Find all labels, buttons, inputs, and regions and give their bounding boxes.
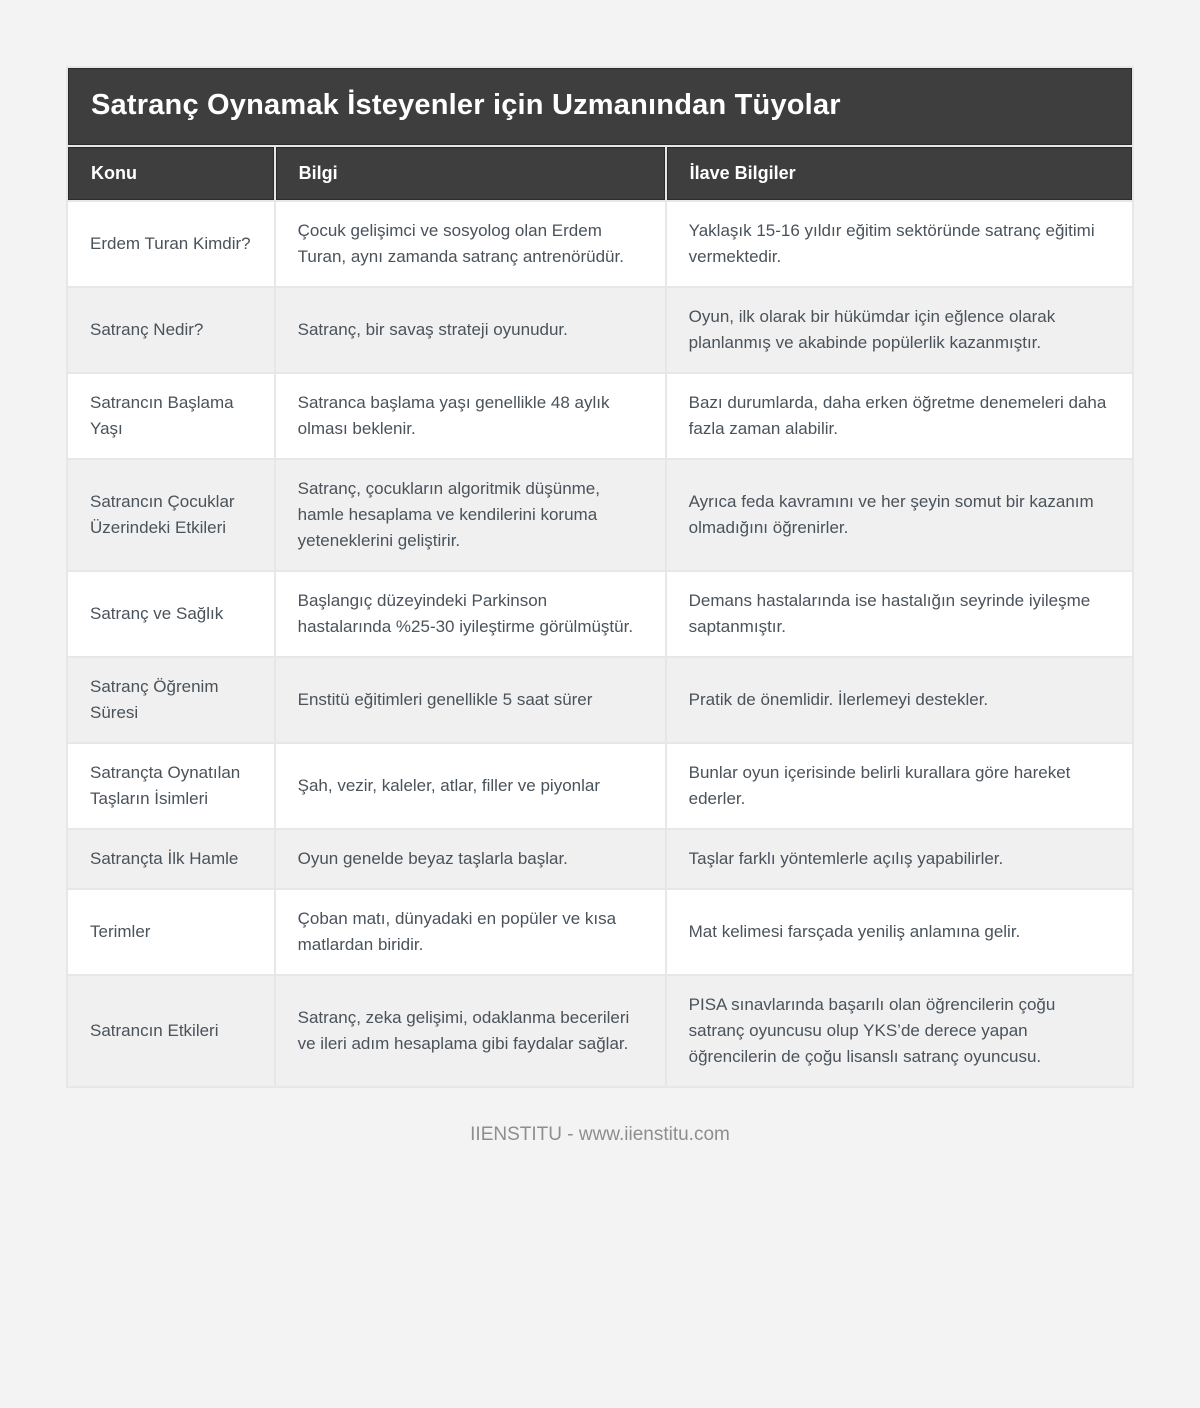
row-info: Çoban matı, dünyadaki en popüler ve kısa matlardan biridir. [276,890,665,974]
row-topic: Terimler [68,890,274,974]
row-info: Satranca başlama yaşı genellikle 48 aylık olması beklenir. [276,374,665,458]
row-info: Enstitü eğitimleri genellikle 5 saat sürer [276,658,665,742]
table-row [68,976,1132,1086]
table-row [68,658,1132,742]
column-header-bilgi: Bilgi [276,147,665,200]
row-extra: Taşlar farklı yöntemlerle açılış yapabilirler. [667,830,1132,888]
row-topic: Satrancın Başlama Yaşı [68,374,274,458]
row-topic: Satranç ve Sağlık [68,572,274,656]
row-extra: Demans hastalarında ise hastalığın seyrinde iyileşme saptanmıştır. [667,572,1132,656]
table-row [68,744,1132,828]
table-row [68,202,1132,286]
row-topic: Satrançta Oynatılan Taşların İsimleri [68,744,274,828]
row-topic: Erdem Turan Kimdir? [68,202,274,286]
table-row [68,572,1132,656]
row-info: Satranç, zeka gelişimi, odaklanma becerileri ve ileri adım hesaplama gibi faydalar sağlar. [276,976,665,1086]
row-topic: Satranç Öğrenim Süresi [68,658,274,742]
row-topic: Satrancın Çocuklar Üzerindeki Etkileri [68,460,274,570]
row-topic: Satrançta İlk Hamle [68,830,274,888]
row-info: Satranç, çocukların algoritmik düşünme, hamle hesaplama ve kendilerini koruma yeteneklerini geliştirir. [276,460,665,570]
row-info: Satranç, bir savaş strateji oyunudur. [276,288,665,372]
row-extra: Bazı durumlarda, daha erken öğretme denemeleri daha fazla zaman alabilir. [667,374,1132,458]
title-row [68,68,1132,145]
row-extra: Mat kelimesi farsçada yeniliş anlamına gelir. [667,890,1132,974]
column-header-konu: Konu [68,147,274,200]
row-topic: Satrancın Etkileri [68,976,274,1086]
table-row [68,374,1132,458]
row-info: Şah, vezir, kaleler, atlar, filler ve piyonlar [276,744,665,828]
tips-table [66,66,1134,1088]
footer-credit: IIENSTITU - www.iienstitu.com [470,1124,730,1145]
table-row [68,830,1132,888]
row-topic: Satranç Nedir? [68,288,274,372]
column-header-row [68,147,1132,200]
table-row [68,890,1132,974]
table-row [68,288,1132,372]
row-extra: Bunlar oyun içerisinde belirli kurallara göre hareket ederler. [667,744,1132,828]
row-extra: Oyun, ilk olarak bir hükümdar için eğlence olarak planlanmış ve akabinde popülerlik kazanmıştır. [667,288,1132,372]
column-header-ilave: İlave Bilgiler [667,147,1132,200]
row-extra: PISA sınavlarında başarılı olan öğrencilerin çoğu satranç oyuncusu olup YKS’de derece yapan öğrencilerin de çoğu lisanslı satranç oyuncusu. [667,976,1132,1086]
row-info: Çocuk gelişimci ve sosyolog olan Erdem Turan, aynı zamanda satranç antrenörüdür. [276,202,665,286]
table-row [68,460,1132,570]
row-info: Oyun genelde beyaz taşlarla başlar. [276,830,665,888]
row-info: Başlangıç düzeyindeki Parkinson hastalarında %25-30 iyileştirme görülmüştür. [276,572,665,656]
row-extra: Ayrıca feda kavramını ve her şeyin somut bir kazanım olmadığını öğrenirler. [667,460,1132,570]
tips-document [66,66,1134,1206]
page-title: Satranç Oynamak İsteyenler için Uzmanından Tüyolar [68,68,1132,145]
row-extra: Pratik de önemlidir. İlerlemeyi destekler. [667,658,1132,742]
row-extra: Yaklaşık 15-16 yıldır eğitim sektöründe satranç eğitimi vermektedir. [667,202,1132,286]
